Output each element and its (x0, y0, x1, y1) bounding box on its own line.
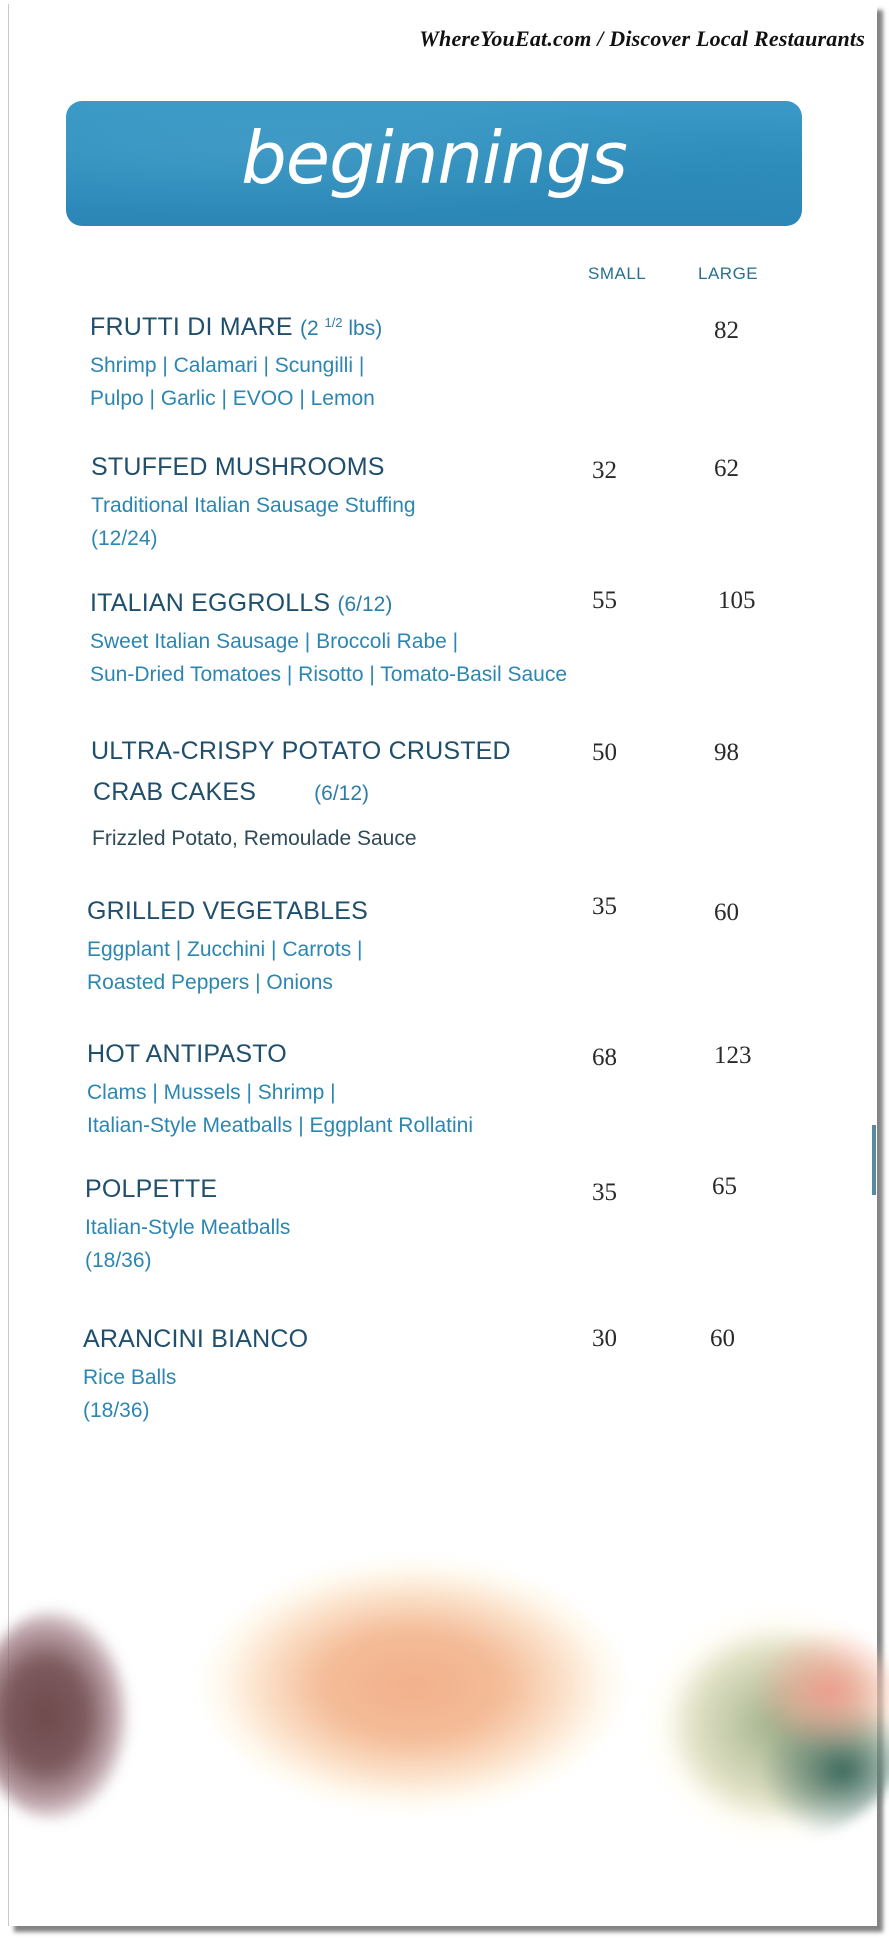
price-large: 60 (714, 899, 739, 926)
item-name: HOT ANTIPASTO (87, 1040, 287, 1068)
item-name-line2 (93, 778, 369, 807)
item-quantity (300, 317, 382, 340)
description-line: Shrimp | Calamari | Scungilli | (90, 354, 365, 377)
description-line: Roasted Peppers | Onions (87, 971, 333, 994)
column-header-small: SMALL (588, 264, 647, 283)
food-photo-salad (648, 1610, 889, 1840)
item-name: STUFFED MUSHROOMS (91, 453, 385, 481)
description-line: Eggplant | Zucchini | Carrots | (87, 938, 363, 961)
food-photo-meat (0, 1610, 128, 1820)
price-small: 30 (592, 1325, 617, 1352)
item-name (90, 313, 382, 342)
food-photo-fried-calamari (203, 1560, 623, 1810)
site-header: WhereYouEat.com / Discover Local Restaurants (419, 26, 865, 51)
price-small: 35 (592, 893, 617, 920)
description-line: Italian-Style Meatballs | Eggplant Rollatini (87, 1114, 473, 1137)
section-banner (66, 101, 802, 226)
price-large: 123 (714, 1042, 752, 1069)
section-title: beginnings (241, 115, 627, 200)
item-description (92, 822, 417, 855)
item-description (87, 933, 362, 999)
item-quantity: (6/12) (314, 782, 370, 805)
price-large: 65 (712, 1173, 737, 1200)
column-header-large: LARGE (698, 264, 759, 283)
price-large: 60 (710, 1325, 735, 1352)
item-name (90, 589, 392, 618)
price-large: 105 (718, 587, 756, 614)
price-small: 55 (592, 587, 617, 614)
food-photos-strip (8, 1540, 876, 1820)
description-line: Traditional Italian Sausage Stuffing (91, 494, 416, 517)
price-large: 98 (714, 739, 739, 766)
description-line: Rice Balls (83, 1366, 177, 1389)
item-name-text: ITALIAN EGGROLLS (90, 589, 331, 617)
description-line: Italian-Style Meatballs (85, 1216, 291, 1239)
item-name-text: FRUTTI DI MARE (90, 313, 293, 341)
item-description (87, 1076, 473, 1142)
description-line: Pulpo | Garlic | EVOO | Lemon (90, 387, 375, 410)
item-description (83, 1361, 176, 1427)
description-line: Clams | Mussels | Shrimp | (87, 1081, 336, 1104)
item-name: ARANCINI BIANCO (83, 1325, 309, 1353)
qty-fraction: 1/2 (324, 315, 343, 330)
item-name: ULTRA-CRISPY POTATO CRUSTED (91, 737, 511, 765)
qty-unit: lbs) (342, 317, 383, 340)
price-small: 68 (592, 1044, 617, 1071)
description-line: (12/24) (91, 527, 158, 550)
item-name: GRILLED VEGETABLES (87, 897, 369, 925)
price-column-headers (0, 264, 889, 288)
item-name-text: CRAB CAKES (93, 778, 257, 806)
description-line: Sun-Dried Tomatoes | Risotto | Tomato-Basil Sauce (90, 663, 568, 686)
price-small: 50 (592, 739, 617, 766)
description-line: Sweet Italian Sausage | Broccoli Rabe | (90, 630, 459, 653)
description-line: (18/36) (85, 1249, 152, 1272)
price-small: 32 (592, 457, 617, 484)
price-small: 35 (592, 1179, 617, 1206)
item-description (85, 1211, 290, 1277)
scan-edge-mark (872, 1125, 876, 1195)
item-description (90, 625, 567, 691)
description-line: Frizzled Potato, Remoulade Sauce (92, 827, 417, 850)
price-large: 82 (714, 317, 739, 344)
item-description (90, 349, 375, 415)
qty-whole: (2 (299, 317, 325, 340)
description-line: (18/36) (83, 1399, 150, 1422)
item-quantity: (6/12) (337, 593, 393, 616)
item-name: POLPETTE (85, 1175, 218, 1203)
price-large: 62 (714, 455, 739, 482)
item-description (91, 489, 416, 555)
